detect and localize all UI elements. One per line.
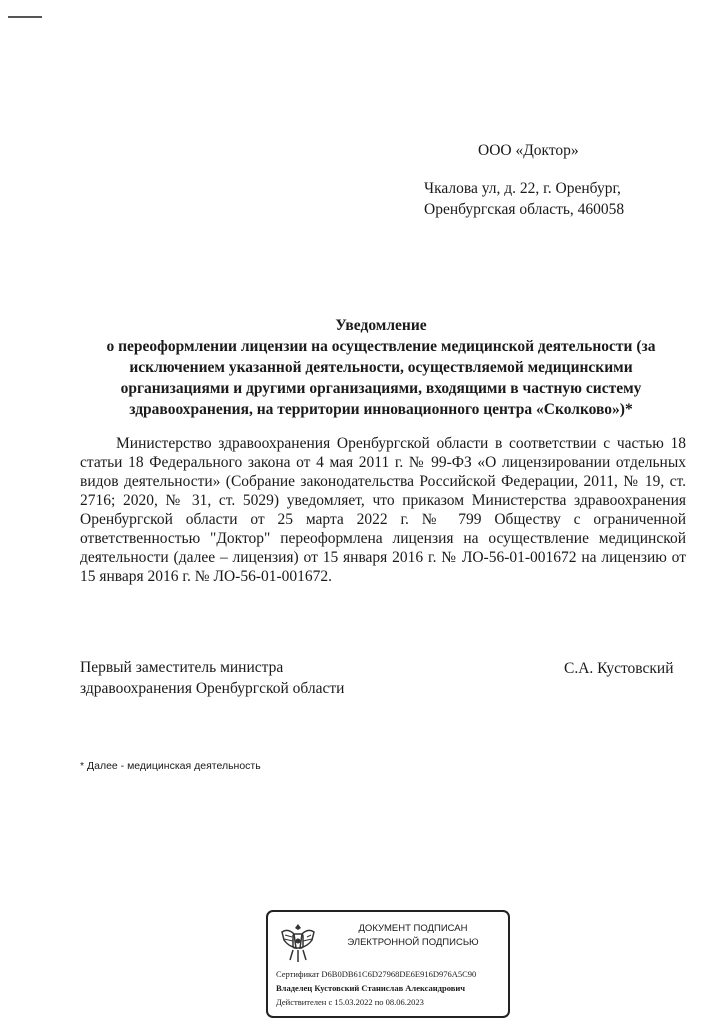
notice-subject: о переоформлении лицензии на осуществление медицинской деятельности (за исключением указанной деятельности, осуществляемой медицинскими организациями и другими организациями, входящими в частную систему здравоохранения, на территории инновационного центра «Сколково»)* [106,338,656,418]
stamp-certificate: Сертификат D6B0DB61C6D27968DE6E916D976A5C90 [276,969,477,979]
notice-title: Уведомление [335,317,427,334]
notice-title-block [76,315,686,420]
electronic-signature-stamp [266,910,510,1018]
stamp-heading-line2: ЭЛЕКТРОННОЙ ПОДПИСЬЮ [347,937,479,948]
scan-edge-mark [8,16,42,18]
notice-body: Министерство здравоохранения Оренбургской области в соответствии с частью 18 статьи 18 Федерального закона от 4 мая 2011 г. № 99-ФЗ «О лицензировании отдельных видов деятельности» (Собрание законодательства Российской Федерации, 2011, № 19, ст. 2716; 2020, № 31, ст. 5029) уведомляет, что приказом Министерства здравоохранения Оренбургской области от 25 марта 2022 г. № 799 Обществу с ограниченной ответственностью "Доктор" переоформлена лицензия на осуществление медицинской деятельности (далее – лицензия) от 15 января 2016 г. № ЛО-56-01-001672 на лицензию от 15 января 2016 г. № ЛО-56-01-001672. [80,435,686,585]
recipient-org: ООО «Доктор» [478,142,579,159]
stamp-heading [324,922,502,950]
signer-name: С.А. Кустовский [564,660,674,677]
recipient-address-line1: Чкалова ул, д. 22, г. Оренбург, [424,180,621,197]
stamp-owner: Владелец Кустовский Станислав Александрович [276,983,466,993]
signer-position-line2: здравоохранения Оренбургской области [80,680,345,697]
footnote: * Далее - медицинская деятельность [80,760,261,772]
stamp-validity: Действителен с 15.03.2022 по 08.06.2023 [276,997,424,1007]
stamp-heading-line1: ДОКУМЕНТ ПОДПИСАН [358,923,468,934]
coat-of-arms-icon [278,918,318,966]
recipient-address-line2: Оренбургская область, 460058 [424,201,625,218]
recipient-block [424,140,704,220]
signer-position-line1: Первый заместитель министра [80,659,284,676]
signer-position [80,657,400,699]
